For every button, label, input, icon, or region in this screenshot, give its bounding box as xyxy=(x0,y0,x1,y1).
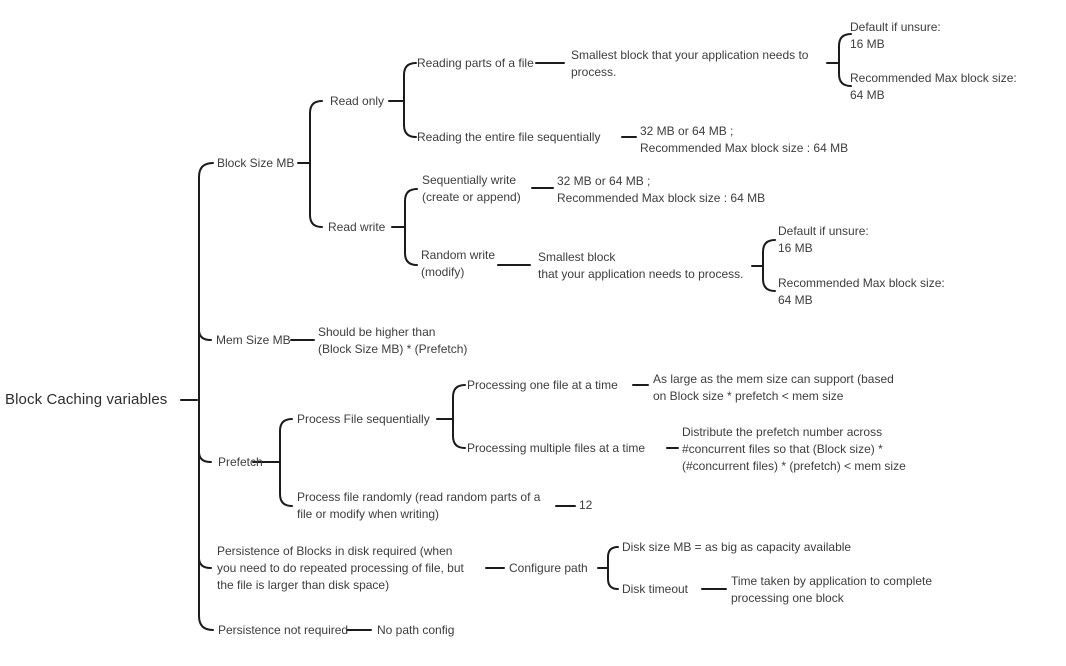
connector-line-9 xyxy=(404,63,416,137)
node-default-16-2-line-1: Default if unsure: xyxy=(778,224,869,238)
node-size-32-64-2-line-1: 32 MB or 64 MB ; xyxy=(557,173,651,188)
node-should-higher xyxy=(318,324,467,358)
node-recommended-64-1-line-1: Recommended Max block size: xyxy=(850,71,1017,85)
node-configure-path-line-1: Configure path xyxy=(509,560,588,575)
node-disk-timeout-line-1: Disk timeout xyxy=(622,581,689,596)
node-twelve xyxy=(579,497,592,514)
node-mem-size-mb-line-1: Mem Size MB xyxy=(216,332,291,347)
node-process-seq-line-1: Process File sequentially xyxy=(297,411,430,426)
node-read-only-line-1: Read only xyxy=(330,93,385,108)
node-should-higher-line-2: (Block Size MB) * (Prefetch) xyxy=(318,341,468,356)
node-disk-size xyxy=(622,539,851,556)
node-twelve-line-1: 12 xyxy=(579,498,593,512)
node-as-large xyxy=(653,371,894,405)
connector-line-3 xyxy=(199,330,211,340)
node-size-32-64-2 xyxy=(557,173,765,207)
node-default-16-1-line-2: 16 MB xyxy=(850,37,885,51)
node-smallest-block-2-line-1: Smallest block xyxy=(538,249,616,264)
node-recommended-64-2-line-2: 64 MB xyxy=(778,293,813,307)
node-disk-timeout xyxy=(622,581,688,598)
node-default-16-2-line-2: 16 MB xyxy=(778,241,813,255)
connector-line-24 xyxy=(453,385,465,448)
node-configure-path xyxy=(509,560,588,577)
node-persistence-req-line-2: you need to do repeated processing of file, but xyxy=(217,560,464,575)
node-persistence-req-line-1: Persistence of Blocks in disk required (when xyxy=(217,543,453,558)
connector-line-19 xyxy=(763,240,775,291)
node-smallest-block-1-line-1: Smallest block that your application needs to xyxy=(571,47,809,62)
node-random-write-line-1: Random write xyxy=(421,248,496,262)
node-time-taken xyxy=(731,573,932,607)
connector-line-4 xyxy=(199,452,211,462)
node-as-large-line-2: on Block size * prefetch < mem size xyxy=(653,388,844,403)
node-root-line-1: Block Caching variables xyxy=(5,391,168,408)
node-recommended-64-1-line-2: 64 MB xyxy=(850,88,885,102)
node-distribute xyxy=(682,424,906,475)
node-distribute-line-1: Distribute the prefetch number across xyxy=(682,424,883,439)
node-default-16-1-line-1: Default if unsure: xyxy=(850,20,941,34)
node-time-taken-line-2: processing one block xyxy=(731,591,844,605)
node-recommended-64-2 xyxy=(778,275,945,309)
node-block-size-mb-line-1: Block Size MB xyxy=(217,155,295,170)
node-multiple-files-line-1: Processing multiple files at a time xyxy=(467,440,646,455)
node-mem-size-mb xyxy=(216,332,291,349)
node-seq-write-line-1: Sequentially write xyxy=(422,172,517,187)
node-prefetch xyxy=(218,454,263,471)
connector-line-30 xyxy=(608,547,618,589)
node-persistence-not-line-1: Persistence not required xyxy=(218,622,349,637)
node-time-taken-line-1: Time taken by application to complete xyxy=(731,574,932,588)
node-smallest-block-1 xyxy=(571,47,808,81)
node-size-32-64-1-line-2: Recommended Max block size : 64 MB xyxy=(640,140,849,155)
node-persistence-req xyxy=(217,543,464,594)
node-read-write xyxy=(328,219,385,236)
node-disk-size-line-1: Disk size MB = as big as capacity available xyxy=(622,539,852,554)
node-one-file-line-1: Processing one file at a time xyxy=(467,377,618,392)
node-no-path xyxy=(377,622,454,639)
node-process-random xyxy=(297,489,540,523)
node-process-random-line-1: Process file randomly (read random parts of a xyxy=(297,490,541,504)
node-one-file xyxy=(467,377,618,394)
node-persistence-not xyxy=(218,622,348,639)
node-distribute-line-2: #concurrent files so that (Block size) * xyxy=(682,441,883,456)
node-size-32-64-2-line-2: Recommended Max block size : 64 MB xyxy=(557,190,766,205)
node-persistence-req-line-3: the file is larger than disk space) xyxy=(217,577,390,592)
connector-line-22 xyxy=(280,419,292,506)
connector-line-7 xyxy=(310,101,322,227)
node-distribute-line-3: (#concurrent files) * (prefetch) < mem size xyxy=(682,458,906,473)
node-random-write-line-2: (modify) xyxy=(421,265,465,279)
node-recommended-64-1 xyxy=(850,70,1017,104)
node-root xyxy=(5,391,167,409)
node-multiple-files xyxy=(467,440,645,457)
node-should-higher-line-1: Should be higher than xyxy=(318,324,436,339)
node-prefetch-line-1: Prefetch xyxy=(218,454,263,469)
node-read-write-line-1: Read write xyxy=(328,219,386,234)
node-default-16-2 xyxy=(778,223,869,257)
node-default-16-1 xyxy=(850,19,941,53)
node-as-large-line-1: As large as the mem size can support (based xyxy=(653,371,894,386)
node-recommended-64-2-line-1: Recommended Max block size: xyxy=(778,276,945,290)
node-smallest-block-1-line-2: process. xyxy=(571,64,617,79)
node-block-size-mb xyxy=(217,155,294,172)
connector-line-5 xyxy=(199,558,211,568)
node-reading-parts xyxy=(417,55,534,72)
node-random-write xyxy=(421,247,495,281)
node-process-seq xyxy=(297,411,430,428)
connector-line-15 xyxy=(405,189,417,265)
node-reading-entire-line-1: Reading the entire file sequentially xyxy=(417,129,601,144)
node-smallest-block-2 xyxy=(538,249,743,283)
node-read-only xyxy=(330,93,384,110)
node-no-path-line-1: No path config xyxy=(377,622,455,637)
node-seq-write xyxy=(422,172,521,206)
node-seq-write-line-2: (create or append) xyxy=(422,189,521,204)
node-reading-parts-line-1: Reading parts of a file xyxy=(417,55,534,70)
node-size-32-64-1-line-1: 32 MB or 64 MB ; xyxy=(640,123,734,138)
node-reading-entire xyxy=(417,129,600,146)
node-size-32-64-1 xyxy=(640,123,848,157)
node-process-random-line-2: file or modify when writing) xyxy=(297,507,440,521)
connector-line-2 xyxy=(199,163,213,630)
node-smallest-block-2-line-2: that your application needs to process. xyxy=(538,266,744,281)
